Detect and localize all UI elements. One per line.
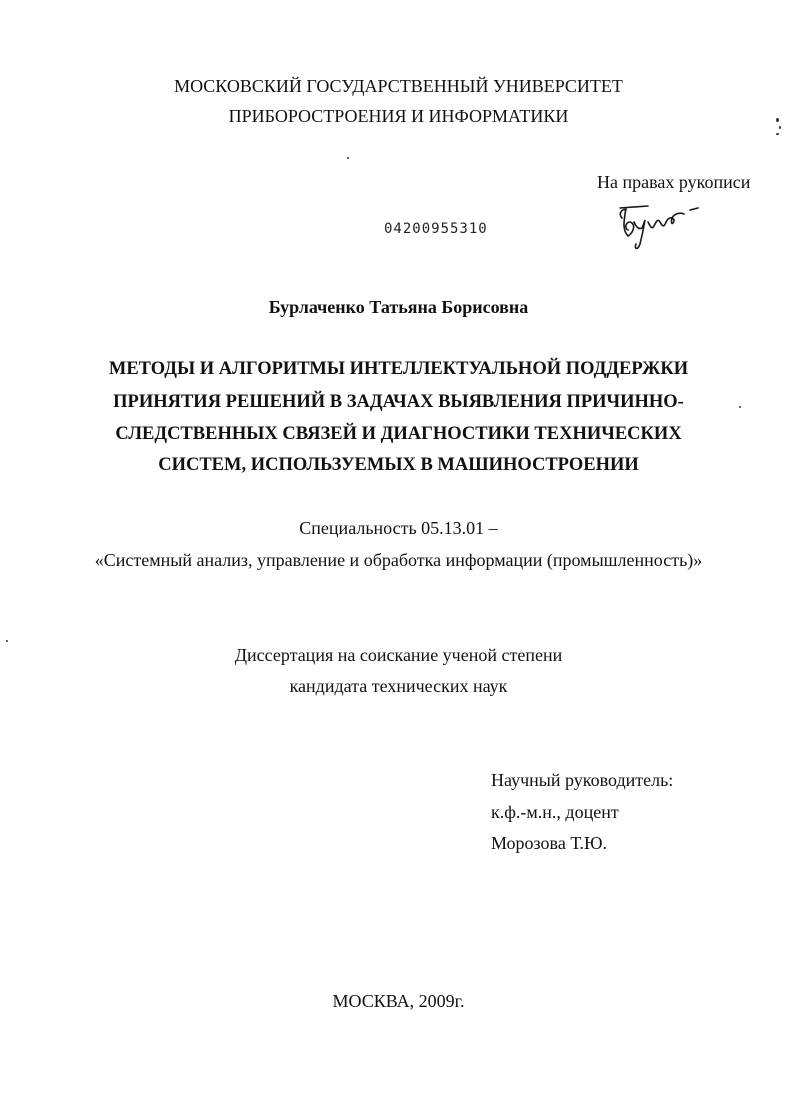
supervisor-name: Морозова Т.Ю. xyxy=(491,833,608,853)
scan-speck xyxy=(776,118,779,122)
scan-speck xyxy=(776,133,779,135)
degree-line1: Диссертация на соискание ученой степени xyxy=(234,645,563,665)
dissertation-title-line: СИСТЕМ, ИСПОЛЬЗУЕМЫХ В МАШИНОСТРОЕНИИ xyxy=(158,455,639,475)
scan-speck xyxy=(347,157,349,159)
specialty-code: Специальность 05.13.01 – xyxy=(299,518,498,538)
specialty-name: «Системный анализ, управление и обработка информации (промышленность)» xyxy=(94,550,703,570)
university-name-line2: ПРИБОРОСТРОЕНИЯ И ИНФОРМАТИКИ xyxy=(228,106,569,126)
university-name-line1: МОСКОВСКИЙ ГОСУДАРСТВЕННЫЙ УНИВЕРСИТЕТ xyxy=(174,76,623,96)
degree-line2: кандидата технических наук xyxy=(289,676,508,696)
catalog-number: 04200955310 xyxy=(384,221,488,237)
signature-image xyxy=(612,196,708,256)
author-name: Бурлаченко Татьяна Борисовна xyxy=(268,297,529,317)
supervisor-label: Научный руководитель: xyxy=(491,770,674,790)
manuscript-note: На правах рукописи xyxy=(597,172,751,192)
supervisor-title: к.ф.-м.н., доцент xyxy=(491,802,619,822)
city-year: МОСКВА, 2009г. xyxy=(332,991,465,1011)
scan-speck xyxy=(6,640,8,642)
dissertation-title-line: МЕТОДЫ И АЛГОРИТМЫ ИНТЕЛЛЕКТУАЛЬНОЙ ПОДДЕРЖКИ xyxy=(108,359,689,379)
dissertation-title-line: СЛЕДСТВЕННЫХ СВЯЗЕЙ И ДИАГНОСТИКИ ТЕХНИЧЕСКИХ xyxy=(115,424,682,444)
dissertation-title-line: ПРИНЯТИЯ РЕШЕНИЙ В ЗАДАЧАХ ВЫЯВЛЕНИЯ ПРИЧИННО- xyxy=(113,392,684,412)
scan-speck xyxy=(779,126,781,129)
